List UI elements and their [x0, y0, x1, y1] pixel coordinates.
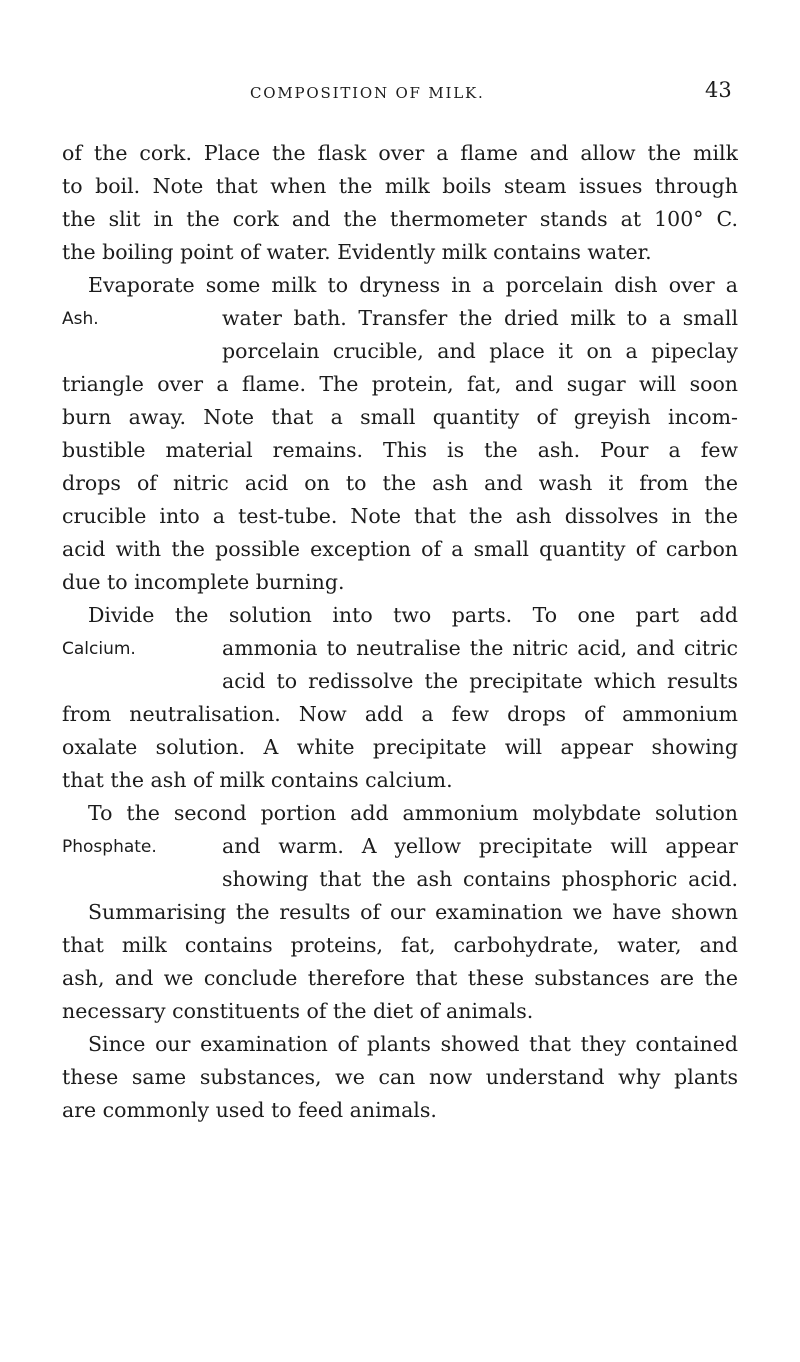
text-line: ash, and we conclude therefore that these substances are the — [62, 966, 738, 990]
text-line: drops of nitric acid on to the ash and wash it from the — [62, 471, 738, 495]
text-line: showing that the ash contains phosphoric acid. — [222, 867, 738, 891]
text-line: porcelain crucible, and place it on a pipeclay — [222, 339, 738, 363]
text-line: necessary constituents of the diet of animals. — [62, 999, 534, 1023]
text-line: of the cork. Place the flask over a flame and allow the milk — [62, 141, 738, 165]
text-line: that the ash of milk contains calcium. — [62, 768, 453, 792]
text-line: the slit in the cork and the thermometer stands at 100° C. — [62, 207, 738, 231]
text-line: acid with the possible exception of a small quantity of carbon — [62, 537, 738, 561]
text-line: that milk contains proteins, fat, carbohydrate, water, and — [62, 933, 738, 957]
text-line: Divide the solution into two parts. To one part add — [88, 603, 738, 627]
text-line: burn away. Note that a small quantity of greyish incom- — [62, 405, 738, 429]
page-header — [0, 78, 800, 112]
text-line: crucible into a test-tube. Note that the ash dissolves in the — [62, 504, 738, 528]
text-line: the boiling point of water. Evidently milk contains water. — [62, 240, 652, 264]
running-head: COMPOSITION OF MILK. — [250, 84, 485, 102]
text-line: from neutralisation. Now add a few drops of ammonium — [62, 702, 738, 726]
text-line: oxalate solution. A white precipitate will appear showing — [62, 735, 738, 759]
page-number: 43 — [705, 78, 732, 102]
text-line: to boil. Note that when the milk boils steam issues through — [62, 174, 738, 198]
sidenote-ash: Ash. — [62, 309, 99, 329]
text-line: Since our examination of plants showed that they contained — [88, 1032, 738, 1056]
text-line: are commonly used to feed animals. — [62, 1098, 437, 1122]
text-line: Summarising the results of our examination we have shown — [88, 900, 738, 924]
text-line: ammonia to neutralise the nitric acid, and citric — [222, 636, 738, 660]
text-line: water bath. Transfer the dried milk to a small — [222, 306, 738, 330]
text-line: acid to redissolve the precipitate which results — [222, 669, 738, 693]
text-line: triangle over a flame. The protein, fat, and sugar will soon — [62, 372, 738, 396]
text-line: To the second portion add ammonium molybdate solution — [88, 801, 738, 825]
sidenote-phosphate: Phosphate. — [62, 837, 157, 857]
sidenote-calcium: Calcium. — [62, 639, 136, 659]
text-line: these same substances, we can now understand why plants — [62, 1065, 738, 1089]
text-line: due to incomplete burning. — [62, 570, 345, 594]
text-line: and warm. A yellow precipitate will appear — [222, 834, 738, 858]
text-line: Evaporate some milk to dryness in a porcelain dish over a — [88, 273, 738, 297]
text-line: bustible material remains. This is the ash. Pour a few — [62, 438, 738, 462]
